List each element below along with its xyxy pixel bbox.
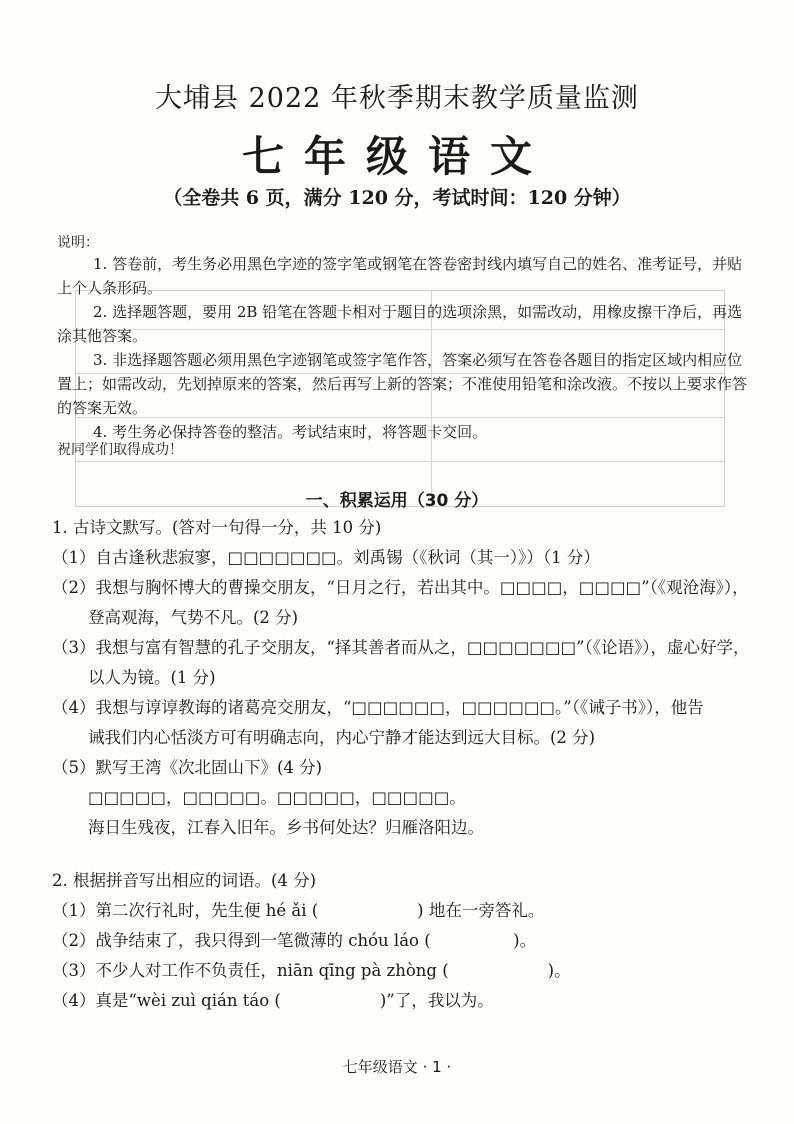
question-item: （1）自古逢秋悲寂寥，□□□□□□□。刘禹锡（《秋词（其一）》）（1 分）: [52, 548, 600, 567]
question-stem: 2. 根据拼音写出相应的词语。(4 分): [52, 871, 317, 890]
poem-text: 海日生残夜，江春入旧年。乡书何处达？归雁洛阳边。: [88, 818, 484, 837]
subject-title: 七年级语文: [241, 132, 552, 181]
question-item: （2）战争结束了，我只得到一笔微薄的 chóu láo ( )。: [52, 931, 537, 950]
question-2: [52, 866, 752, 1016]
instruction-item: 3. 非选择题答题必须用黑色字迹钢笔或签字笔作答，答案必须写在答卷各题目的指定区域内相应位置上；如需改动，先划掉原来的答案，然后再写上新的答案；不准使用铅笔和涂改液。不按以上要求作答的答案无效。: [57, 351, 748, 417]
question-item: （4）我想与谆谆教诲的诸葛亮交朋友，“□□□□□□，□□□□□□。”（《诫子书》），他告: [52, 698, 704, 717]
instruction-item: 1. 答卷前，考生务必用黑色字迹的签字笔或钢笔在答卷密封线内填写自己的姓名、准考证号，并贴上个人条形码。: [57, 255, 743, 297]
question-item: （1）第二次行礼时，先生便 hé ǎi ( ) 地在一旁答礼。: [52, 901, 545, 920]
exam-title: 大埔县 2022 年秋季期末教学质量监测: [155, 83, 639, 114]
section-title: 一、积累运用（30 分）: [305, 491, 489, 511]
question-item: （5）默写王湾《次北固山下》(4 分): [52, 758, 323, 777]
question-stem: 1. 古诗文默写。(答对一句得一分，共 10 分): [52, 518, 382, 537]
question-item: （3）不少人对工作不负责任，niān qīng pà zhòng ( )。: [52, 961, 571, 980]
question-item-continued: 诫我们内心恬淡方可有明确志向，内心宁静才能达到远大目标。(2 分): [88, 728, 596, 747]
wish-text: 祝同学们取得成功！: [57, 442, 183, 458]
question-item: （4）真是“wèi zuì qián táo ( )”了，我以为。: [52, 991, 494, 1010]
instructions-list: [57, 252, 747, 444]
instructions-heading: 说明：: [57, 235, 99, 251]
instruction-item: 2. 选择题答题，要用 2B 铅笔在答题卡相对于题目的选项涂黑，如需改动，用橡皮擦干净后，再选涂其他答案。: [57, 303, 743, 345]
question-1: [52, 513, 752, 843]
question-item-continued: 登高观海，气势不凡。(2 分): [88, 608, 299, 627]
exam-info: （全卷共 6 页，满分 120 分，考试时间：120 分钟）: [163, 187, 631, 209]
page-footer: 七年级语文 · 1 ·: [342, 1058, 452, 1076]
question-item-continued: 以人为镜。(1 分): [88, 668, 216, 687]
instruction-item: 4. 考生务必保持答卷的整洁。考试结束时，将答题卡交回。: [93, 423, 488, 441]
answer-blanks: □□□□□，□□□□□。□□□□□，□□□□□。: [88, 788, 466, 807]
question-item: （2）我想与胸怀博大的曹操交朋友，“日月之行，若出其中。□□□□，□□□□”（《观沧海》），: [52, 578, 749, 597]
question-item: （3）我想与富有智慧的孔子交朋友，“择其善者而从之，□□□□□□□”（《论语》），虚心好学，: [52, 638, 750, 657]
